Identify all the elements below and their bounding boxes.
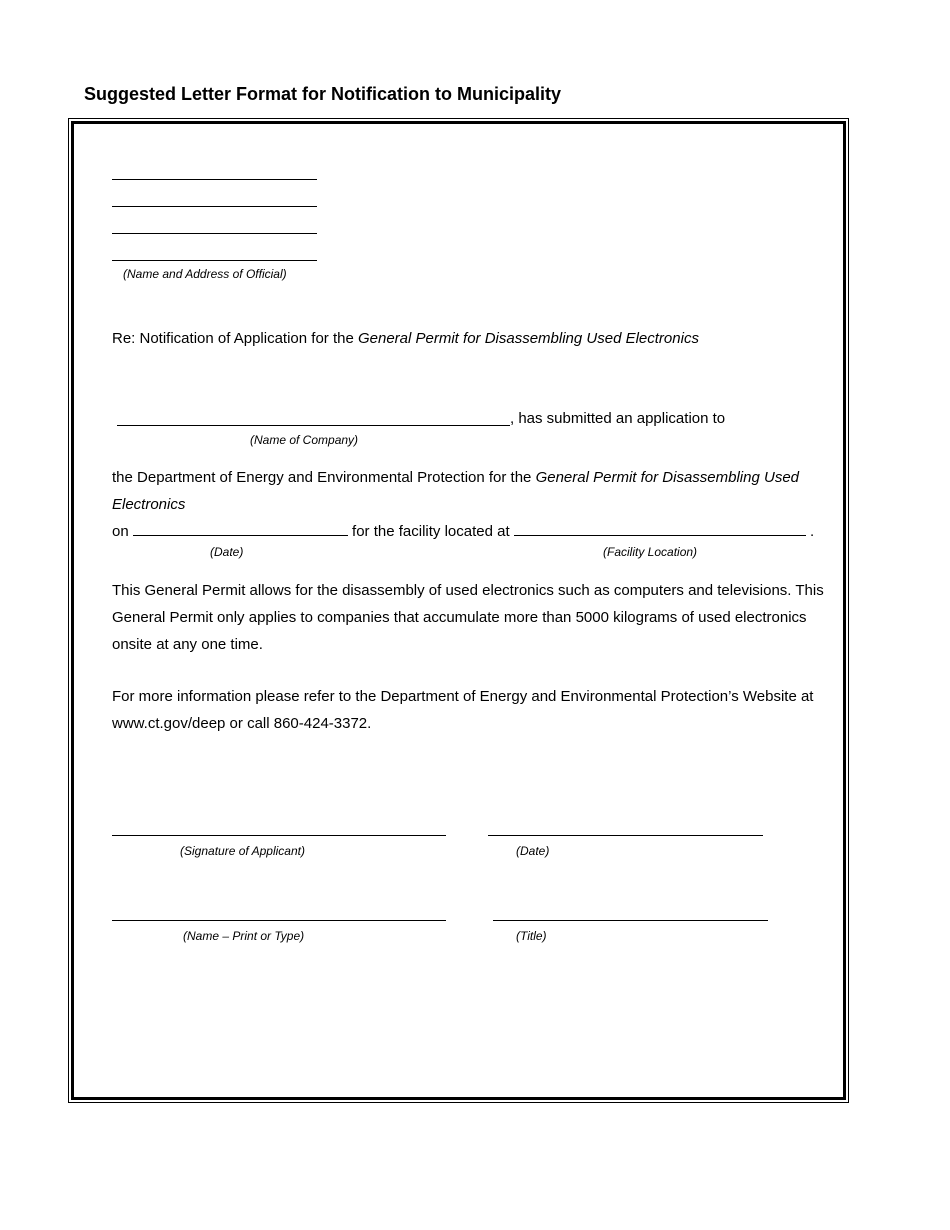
facility-location-blank[interactable] <box>514 521 806 536</box>
department-paragraph <box>112 464 842 518</box>
signature-date-caption: (Date) <box>516 844 550 858</box>
address-line-2[interactable] <box>112 206 317 207</box>
permit-paragraph: This General Permit allows for the disassembly of used electronics such as computers and televisions. This General Permit only applies to companies that accumulate more than 5000 kilograms of used electronics onsite at any one time. <box>112 582 824 653</box>
address-caption: (Name and Address of Official) <box>123 267 287 281</box>
signature-blank[interactable] <box>112 835 446 836</box>
line-end-period: . <box>809 523 815 540</box>
info-paragraph: For more information please refer to the Department of Energy and Environmental Protection’s Website at www.ct.gov/deep or call 860-424-3372. <box>112 688 814 732</box>
date-caption: (Date) <box>210 545 244 559</box>
title-blank[interactable] <box>493 920 768 921</box>
company-name-blank[interactable] <box>117 425 510 426</box>
address-line-3[interactable] <box>112 233 317 234</box>
signature-date-blank[interactable] <box>488 835 763 836</box>
re-line-permit-name: General Permit for Disassembling Used Electronics <box>357 330 699 347</box>
title-caption: (Title) <box>516 929 547 943</box>
address-line-1[interactable] <box>112 179 317 180</box>
re-line <box>112 325 699 352</box>
printed-name-blank[interactable] <box>112 920 446 921</box>
company-line-suffix: , has submitted an application to <box>510 410 726 427</box>
page-title: Suggested Letter Format for Notification to Municipality <box>84 84 562 104</box>
facility-location-caption: (Facility Location) <box>603 545 698 559</box>
date-location-line <box>112 518 814 545</box>
address-line-4[interactable] <box>112 260 317 261</box>
department-text: the Department of Energy and Environmental Protection for the <box>112 469 532 486</box>
signature-caption: (Signature of Applicant) <box>180 844 305 858</box>
facility-located-label: for the facility located at <box>352 523 510 540</box>
printed-name-caption: (Name – Print or Type) <box>183 929 305 943</box>
department-permit-name: General Permit for Disassembling Used Electronics <box>112 469 800 513</box>
on-label: on <box>112 523 129 540</box>
re-line-prefix: Re: Notification of Application for the <box>112 330 354 347</box>
date-blank[interactable] <box>133 521 348 536</box>
company-name-caption: (Name of Company) <box>250 433 359 447</box>
